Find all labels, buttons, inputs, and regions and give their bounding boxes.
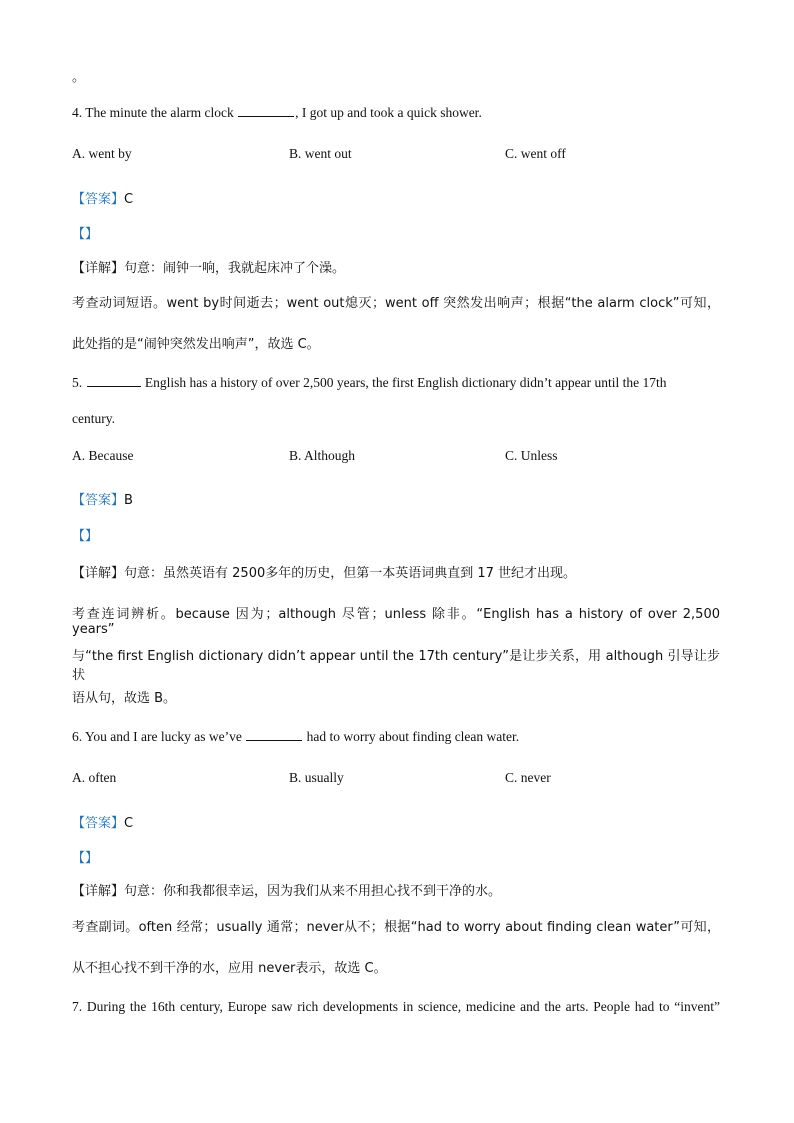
analysis-line: 考查动词短语。went by时间逝去；went out熄灭；went off 突然发出响声；根据“the alarm clock”可知，	[72, 296, 720, 311]
empty-bracket-tag: 【】	[72, 227, 99, 242]
answer-line	[72, 489, 133, 508]
answer-line	[72, 812, 133, 831]
stem-text: English has a history of over 2,500 years, the first English dictionary didn’t appear until the 17th	[141, 375, 667, 390]
question-4-stem	[72, 105, 482, 121]
top-punctuation: 。	[72, 70, 86, 85]
question-number: 6.	[72, 729, 83, 744]
answer-value: B	[124, 493, 133, 508]
option-a: A. Because	[72, 448, 134, 463]
analysis-line: 与“the first English dictionary didn’t appear until the 17th century”是让步关系，用 although 引导让步状	[72, 649, 720, 683]
detail-tag: 【详解】	[72, 566, 125, 581]
answer-value: C	[124, 816, 134, 831]
question-6-stem	[72, 729, 519, 745]
option-c: C. went off	[505, 146, 566, 161]
stem-continuation: century.	[72, 411, 115, 426]
analysis-line: 语从句，故选 B。	[72, 691, 177, 706]
detail-line	[72, 562, 576, 581]
detail-text: 句意：你和我都很幸运，因为我们从来不用担心找不到干净的水。	[124, 884, 502, 899]
question-7-stem	[72, 999, 720, 1015]
analysis-line: 此处指的是“闹钟突然发出响声”，故选 C。	[72, 337, 320, 352]
detail-tag: 【详解】	[72, 884, 125, 899]
detail-text: 句意：闹钟一响，我就起床冲了个澡。	[124, 261, 346, 276]
option-b: B. went out	[289, 146, 352, 161]
question-number: 4.	[72, 105, 83, 120]
question-5-stem	[72, 375, 667, 391]
detail-tag: 【详解】	[72, 261, 125, 276]
answer-tag: 【答案】	[72, 192, 125, 207]
analysis-line: 考查连词辨析。because 因为；although 尽管；unless 除非。“English has a history of over 2,500 years”	[72, 607, 720, 637]
stem-text: During the 16th century, Europe saw rich developments in science, medicine and the arts. People had to “invent”	[86, 999, 721, 1014]
option-c: C. never	[505, 770, 551, 785]
answer-blank	[246, 729, 302, 741]
answer-blank	[238, 105, 294, 117]
stem-text: , I got up and took a quick shower.	[295, 105, 482, 120]
answer-line	[72, 188, 133, 207]
question-number: 5.	[72, 375, 83, 390]
stem-text: You and I are lucky as we’ve	[85, 729, 242, 744]
option-b: B. usually	[289, 770, 344, 785]
analysis-line: 从不担心找不到干净的水，应用 never表示，故选 C。	[72, 961, 387, 976]
option-b: B. Although	[289, 448, 356, 463]
detail-line	[72, 257, 345, 276]
empty-bracket-tag: 【】	[72, 851, 99, 866]
detail-text: 句意：虽然英语有 2500多年的历史，但第一本英语词典直到 17 世纪才出现。	[124, 566, 577, 581]
stem-text: The minute the alarm clock	[85, 105, 234, 120]
stem-text: had to worry about finding clean water.	[303, 729, 520, 744]
option-a: A. went by	[72, 146, 132, 161]
analysis-line: 考查副词。often 经常；usually 通常；never从不；根据“had to worry about finding clean water”可知，	[72, 920, 720, 935]
answer-tag: 【答案】	[72, 493, 125, 508]
answer-value: C	[124, 192, 134, 207]
question-number: 7.	[72, 999, 83, 1014]
empty-bracket-tag: 【】	[72, 529, 99, 544]
answer-tag: 【答案】	[72, 816, 125, 831]
option-c: C. Unless	[505, 448, 558, 463]
option-a: A. often	[72, 770, 117, 785]
detail-line	[72, 880, 501, 899]
answer-blank	[87, 375, 141, 387]
